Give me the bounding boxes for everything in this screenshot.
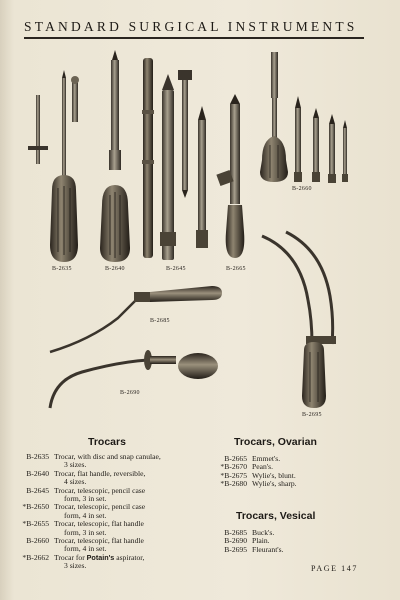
instrument-b2635 [28, 70, 79, 262]
label-b2660: B-2660 [292, 186, 312, 192]
list-item [212, 480, 362, 488]
item-code: B-2645 [26, 485, 49, 495]
instrument-b2640 [100, 50, 130, 262]
vesical-list [212, 529, 362, 554]
list-item [20, 554, 192, 571]
item-desc: Trocar, telescopic, flat handle [54, 519, 144, 529]
label-b2665: B-2665 [226, 266, 246, 272]
item-code: *B-2650 [22, 502, 49, 512]
list-item [20, 503, 192, 520]
item-desc: Fleurant's. [252, 544, 284, 554]
label-b2695: B-2695 [302, 412, 322, 418]
list-item [20, 453, 192, 470]
ovarian-list [212, 455, 362, 489]
list-item [20, 487, 192, 504]
section-title-trocars: Trocars [88, 436, 126, 448]
trocars-list [20, 453, 192, 571]
item-desc: Wylie's, sharp. [252, 479, 297, 489]
label-b2690: B-2690 [120, 390, 140, 396]
item-desc: Wylie's, blunt. [252, 470, 296, 480]
item-desc: Pean's. [252, 462, 273, 472]
instrument-b2665 [216, 94, 244, 258]
item-sub: 3 sizes. [64, 561, 87, 571]
instrument-b2660 [260, 52, 348, 183]
item-code: *B-2662 [22, 552, 49, 562]
section-title-vesical: Trocars, Vesical [236, 510, 316, 522]
label-b2635: B-2635 [52, 266, 72, 272]
item-code: *B-2655 [22, 519, 49, 529]
item-desc: Plain. [252, 536, 270, 546]
item-sub: form, 3 in set. [64, 494, 107, 504]
section-title-ovarian: Trocars, Ovarian [234, 436, 317, 448]
item-code: B-2635 [26, 452, 49, 461]
label-b2645: B-2645 [166, 266, 186, 272]
item-code: *B-2670 [220, 462, 247, 472]
item-desc: Trocar, telescopic, pencil case [54, 502, 146, 512]
item-code: B-2685 [224, 528, 247, 537]
list-item [20, 537, 192, 554]
item-sub: form, 4 in set. [64, 544, 107, 554]
list-item [20, 470, 192, 487]
item-desc: Trocar, flat handle, reversible, [54, 468, 146, 478]
instrument-b2685 [50, 286, 222, 352]
item-desc: Emmet's. [252, 454, 281, 463]
item-desc: Trocar, with disc and snap canulae, [54, 452, 161, 461]
item-code: B-2690 [224, 536, 247, 546]
item-sub: form, 3 in set. [64, 527, 107, 537]
item-desc-pre: Trocar for [54, 552, 85, 562]
item-code: B-2640 [26, 468, 49, 478]
item-desc: Trocar, telescopic, flat handle [54, 536, 144, 546]
item-code: B-2665 [224, 454, 247, 463]
item-desc-bold: Potain's [86, 552, 115, 562]
instrument-b2690 [50, 350, 218, 408]
item-code: B-2695 [224, 544, 247, 554]
label-b2640: B-2640 [105, 266, 125, 272]
item-sub: form, 4 in set. [64, 510, 107, 520]
item-desc: Buck's. [252, 528, 275, 537]
item-desc: Trocar, telescopic, pencil case [54, 485, 146, 495]
item-code: *B-2680 [220, 479, 247, 489]
item-sub: 3 sizes. [64, 460, 87, 470]
instrument-b2645 [142, 58, 208, 260]
header-rule [24, 37, 364, 39]
list-item [20, 520, 192, 537]
item-sub: 4 sizes. [64, 477, 87, 487]
item-code: *B-2675 [220, 470, 247, 480]
label-b2685: B-2685 [150, 318, 170, 324]
list-item [212, 546, 362, 554]
item-desc-post: aspirator, [116, 552, 145, 562]
instruments-illustration [0, 40, 400, 420]
page-header-title: STANDARD SURGICAL INSTRUMENTS [24, 19, 358, 34]
page-number: PAGE 147 [311, 564, 358, 573]
item-code: B-2660 [26, 536, 49, 546]
instrument-b2695 [262, 232, 336, 408]
